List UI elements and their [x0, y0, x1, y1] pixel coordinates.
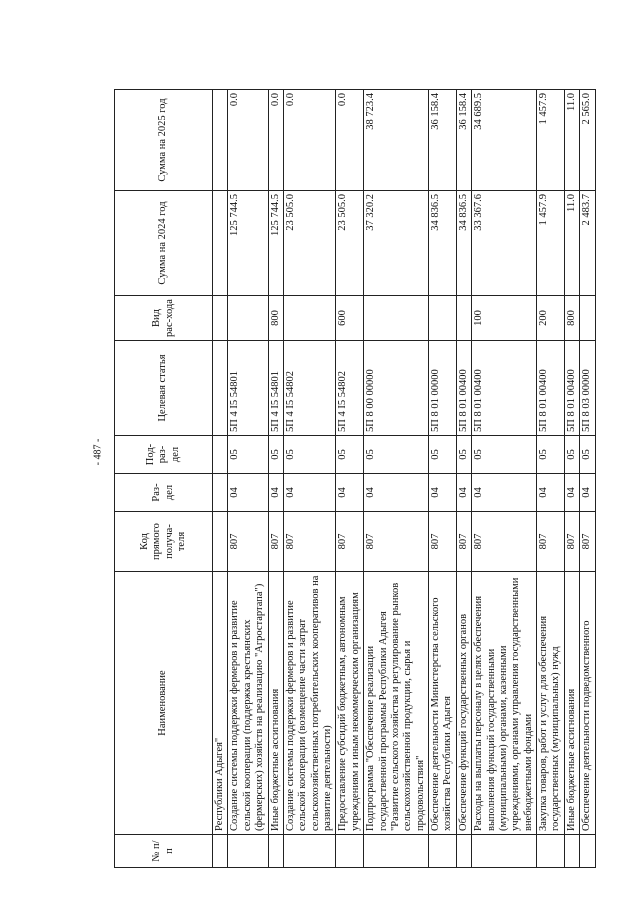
- cell-sum2025: 2 565.0: [580, 90, 595, 191]
- cell-podrazdel: 05: [429, 436, 457, 474]
- cell-podrazdel: [213, 436, 228, 474]
- header-row: [115, 90, 213, 868]
- col-header-sum2025: Сумма на 2025 год: [115, 90, 213, 191]
- cell-code: 807: [472, 512, 537, 572]
- cell-name: Расходы на выплаты персоналу в целях обеспечения выполнения функций государственными (муниципальными) органами, казенными учреждениями, органами управления государственными внебюджетными фондами: [472, 572, 537, 835]
- table-row: [364, 90, 429, 868]
- cell-podrazdel: 05: [472, 436, 537, 474]
- table-row: [228, 90, 268, 868]
- cell-vid: 200: [537, 296, 565, 341]
- cell-sum2025: 1 457.9: [537, 90, 565, 191]
- cell-code: [213, 512, 228, 572]
- cell-article: 5П 8 01 00400: [564, 341, 579, 436]
- cell-no: [564, 835, 579, 868]
- table-row: [580, 90, 595, 868]
- cell-podrazdel: 05: [283, 436, 336, 474]
- cell-code: 807: [364, 512, 429, 572]
- col-header-name: Наименование: [115, 572, 213, 835]
- cell-no: [429, 835, 457, 868]
- cell-name: Иные бюджетные ассигнования: [564, 572, 579, 835]
- cell-code: 807: [268, 512, 283, 572]
- cell-no: [336, 835, 364, 868]
- cell-article: 5П 4 I5 54801: [268, 341, 283, 436]
- cell-code: 807: [537, 512, 565, 572]
- cell-article: 5П 4 I5 54801: [228, 341, 268, 436]
- cell-name: Подпрограмма "Обеспечение реализации государственной программы Республики Адыгея "Развитие сельского хозяйства и регулирование рынков сельскохозяйственной продукции, сырья и продовольствия": [364, 572, 429, 835]
- cell-code: 807: [456, 512, 471, 572]
- cell-article: 5П 8 01 00000: [429, 341, 457, 436]
- cell-vid: [456, 296, 471, 341]
- cell-vid: [580, 296, 595, 341]
- cell-sum2025: 36 158.4: [429, 90, 457, 191]
- cell-vid: [364, 296, 429, 341]
- cell-no: [580, 835, 595, 868]
- cell-article: 5П 8 01 00400: [537, 341, 565, 436]
- cell-razdel: 04: [336, 474, 364, 512]
- cell-name: Обеспечение функций государственных органов: [456, 572, 471, 835]
- cell-article: 5П 4 I5 54802: [336, 341, 364, 436]
- cell-name: Закупка товаров, работ и услуг для обеспечения государственных (муниципальных) нужд: [537, 572, 565, 835]
- cell-vid: [283, 296, 336, 341]
- cell-code: 807: [228, 512, 268, 572]
- cell-sum2024: [213, 191, 228, 296]
- cell-razdel: 04: [537, 474, 565, 512]
- cell-razdel: 04: [456, 474, 471, 512]
- col-header-sum2024: Сумма на 2024 год: [115, 191, 213, 296]
- cell-sum2025: 0.0: [228, 90, 268, 191]
- cell-sum2025: 36 158.4: [456, 90, 471, 191]
- cell-sum2025: 38 723.4: [364, 90, 429, 191]
- table-row: [472, 90, 537, 868]
- cell-vid: [228, 296, 268, 341]
- cell-no: [283, 835, 336, 868]
- cell-no: [268, 835, 283, 868]
- cell-razdel: 04: [268, 474, 283, 512]
- cell-no: [456, 835, 471, 868]
- cell-sum2025: 11.0: [564, 90, 579, 191]
- table-row: [456, 90, 471, 868]
- cell-razdel: 04: [580, 474, 595, 512]
- cell-sum2024: 2 483.7: [580, 191, 595, 296]
- cell-podrazdel: 05: [228, 436, 268, 474]
- cell-vid: 800: [564, 296, 579, 341]
- col-header-razdel: Раз-дел: [115, 474, 213, 512]
- cell-sum2025: 0.0: [283, 90, 336, 191]
- cell-article: [213, 341, 228, 436]
- cell-code: 807: [580, 512, 595, 572]
- rotated-table-container: [114, 90, 593, 868]
- cell-sum2025: 0.0: [268, 90, 283, 191]
- cell-razdel: 04: [564, 474, 579, 512]
- cell-article: 5П 8 01 00400: [472, 341, 537, 436]
- cell-no: [213, 835, 228, 868]
- cell-name: Создание системы поддержки фермеров и развитие сельской кооперации (возмещение части затрат сельскохозяйственных потребительских кооперативов на развитие деятельности): [283, 572, 336, 835]
- cell-razdel: 04: [283, 474, 336, 512]
- cell-name: Обеспечение деятельности Министерства сельского хозяйства Республики Адыгея: [429, 572, 457, 835]
- cell-sum2024: 34 836.5: [429, 191, 457, 296]
- cell-vid: [213, 296, 228, 341]
- cell-podrazdel: 05: [336, 436, 364, 474]
- cell-razdel: 04: [472, 474, 537, 512]
- cell-podrazdel: 05: [537, 436, 565, 474]
- cell-name: Предоставление субсидий бюджетным, автономным учреждениям и иным некоммерческим организациям: [336, 572, 364, 835]
- cell-no: [364, 835, 429, 868]
- cell-vid: 800: [268, 296, 283, 341]
- cell-sum2024: 37 320.2: [364, 191, 429, 296]
- cell-code: 807: [564, 512, 579, 572]
- cell-sum2025: [213, 90, 228, 191]
- cell-podrazdel: 05: [580, 436, 595, 474]
- cell-vid: [429, 296, 457, 341]
- cell-podrazdel: 05: [364, 436, 429, 474]
- cell-name: Обеспечение деятельности подведомственного: [580, 572, 595, 835]
- cell-vid: 100: [472, 296, 537, 341]
- cell-name: Иные бюджетные ассигнования: [268, 572, 283, 835]
- cell-sum2024: 11.0: [564, 191, 579, 296]
- cell-sum2024: 33 367.6: [472, 191, 537, 296]
- col-header-podrazdel: Под-раз-дел: [115, 436, 213, 474]
- cell-article: 5П 4 I5 54802: [283, 341, 336, 436]
- cell-sum2025: 0.0: [336, 90, 364, 191]
- page-number: - 487 -: [92, 438, 104, 466]
- cell-no: [472, 835, 537, 868]
- cell-sum2024: 34 836.5: [456, 191, 471, 296]
- cell-podrazdel: 05: [564, 436, 579, 474]
- table-row: [283, 90, 336, 868]
- cell-sum2024: 125 744.5: [268, 191, 283, 296]
- col-header-vid: Вид рас-хода: [115, 296, 213, 341]
- cell-podrazdel: 05: [456, 436, 471, 474]
- table-row: [213, 90, 228, 868]
- col-header-code: Код прямого получа-теля: [115, 512, 213, 572]
- cell-article: 5П 8 03 00000: [580, 341, 595, 436]
- col-header-article: Целевая статья: [115, 341, 213, 436]
- cell-vid: 600: [336, 296, 364, 341]
- cell-article: 5П 8 01 00400: [456, 341, 471, 436]
- table-row: [429, 90, 457, 868]
- cell-name: Республики Адыгея": [213, 572, 228, 835]
- cell-razdel: 04: [364, 474, 429, 512]
- cell-razdel: 04: [429, 474, 457, 512]
- budget-table: [114, 89, 596, 868]
- cell-no: [537, 835, 565, 868]
- table-row: [268, 90, 283, 868]
- cell-code: 807: [283, 512, 336, 572]
- cell-sum2024: 125 744.5: [228, 191, 268, 296]
- cell-sum2024: 23 505.0: [283, 191, 336, 296]
- cell-sum2025: 34 689.5: [472, 90, 537, 191]
- cell-podrazdel: 05: [268, 436, 283, 474]
- table-row: [564, 90, 579, 868]
- col-header-no: № п/п: [115, 835, 213, 868]
- cell-razdel: 04: [228, 474, 268, 512]
- cell-article: 5П 8 00 00000: [364, 341, 429, 436]
- cell-sum2024: 1 457.9: [537, 191, 565, 296]
- cell-razdel: [213, 474, 228, 512]
- table-row: [537, 90, 565, 868]
- cell-no: [228, 835, 268, 868]
- cell-code: 807: [429, 512, 457, 572]
- cell-name: Создание системы поддержки фермеров и развитие сельской кооперации (поддержка крестьянских (фермерских) хозяйств на реализацию "Агростартапа"): [228, 572, 268, 835]
- cell-sum2024: 23 505.0: [336, 191, 364, 296]
- cell-code: 807: [336, 512, 364, 572]
- table-row: [336, 90, 364, 868]
